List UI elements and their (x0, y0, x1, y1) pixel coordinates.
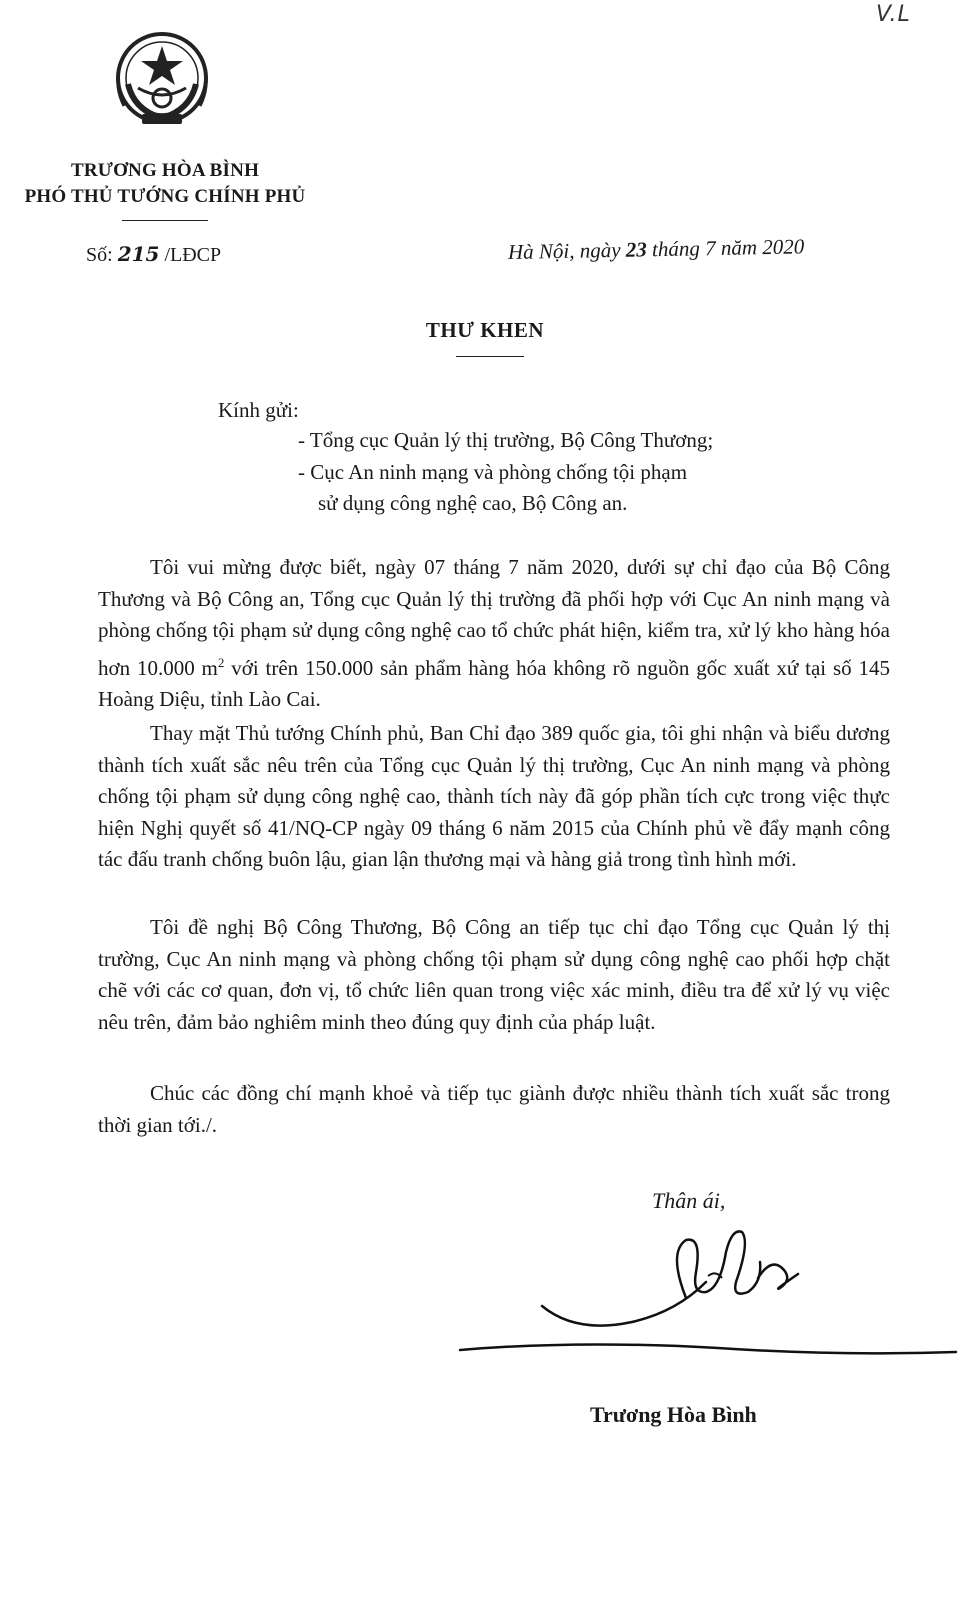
signer-name: Trương Hòa Bình (590, 1402, 757, 1427)
sender-position: PHÓ THỦ TƯỚNG CHÍNH PHỦ (24, 186, 306, 207)
body-paragraph-3: Tôi đề nghị Bộ Công Thương, Bộ Công an tiếp tục chỉ đạo Tổng cục Quản lý thị trường, Cục An ninh mạng và phòng chống tội phạm sử dụng công nghệ cao phối hợp chặt chẽ với các cơ quan, đơn vị, tổ chức liên quan trong việc xác minh, điều tra để xử lý vụ việc nêu trên, đảm bảo nghiêm minh theo đúng quy định của pháp luật. (98, 915, 890, 1034)
reference-number (86, 242, 221, 267)
closing-greeting: Thân ái, (652, 1188, 726, 1213)
reference-handwritten-number: 215 (117, 242, 160, 266)
date-prefix: Hà Nội, ngày (507, 237, 621, 264)
reference-suffix: /LĐCP (164, 244, 222, 266)
p1-superscript: 2 (217, 654, 225, 670)
recipient-line: - Tổng cục Quản lý thị trường, Bộ Công Thương; (298, 428, 714, 452)
letter-date (508, 234, 805, 265)
body-paragraph-2: Thay mặt Thủ tướng Chính phủ, Ban Chỉ đạo 389 quốc gia, tôi ghi nhận và biểu dương thành tích xuất sắc nêu trên của Tổng cục Quản lý thị trường, Cục An ninh mạng và phòng chống tội phạm sử dụng công nghệ cao, thành tích này đã góp phần tích cực trong việc thực hiện Nghị quyết số 41/NQ-CP ngày 09 tháng 6 năm 2015 của Chính phủ về đẩy mạnh công tác đấu tranh chống buôn lậu, gian lận thương mại và hàng giả trong tình hình mới. (98, 721, 890, 872)
body-paragraph-4: Chúc các đồng chí mạnh khoẻ và tiếp tục giành được nhiều thành tích xuất sắc trong thời gian tới./. (98, 1081, 890, 1137)
p1-text-end: với trên 150.000 sản phẩm hàng hóa không rõ nguồn gốc xuất xứ tại số 145 Hoàng Diệu, tỉnh Lào Cai. (98, 655, 890, 712)
signature-flourish-icon (458, 1334, 958, 1364)
sender-name: TRƯƠNG HÒA BÌNH (70, 160, 260, 181)
body-paragraph-1 (98, 552, 890, 716)
date-day: 23 (625, 237, 648, 262)
header-divider (122, 220, 208, 221)
national-emblem-icon (108, 26, 216, 136)
recipient-line: - Cục An ninh mạng và phòng chống tội phạm (298, 460, 688, 484)
title-divider (456, 356, 524, 357)
salutation: Kính gửi: (218, 398, 299, 422)
reference-label: Số: (86, 244, 113, 266)
letter-title: THƯ KHEN (425, 318, 545, 342)
p1-text: Tôi vui mừng được biết, ngày 07 tháng 7 năm 2020, dưới sự chỉ đạo của Bộ Công Thương và Bộ Công an, Tổng cục Quản lý thị trường đã phối hợp với Cục An ninh mạng và phòng chống tội phạm sử dụng công nghệ cao tổ chức phát hiện, kiểm tra, xử lý kho hàng hóa hơn 10.000 m (98, 555, 890, 680)
recipient-line: sử dụng công nghệ cao, Bộ Công an. (318, 491, 628, 515)
date-suffix: tháng 7 năm 2020 (651, 234, 805, 262)
corner-note: V.L (876, 2, 911, 27)
handwritten-signature-icon (536, 1212, 836, 1332)
